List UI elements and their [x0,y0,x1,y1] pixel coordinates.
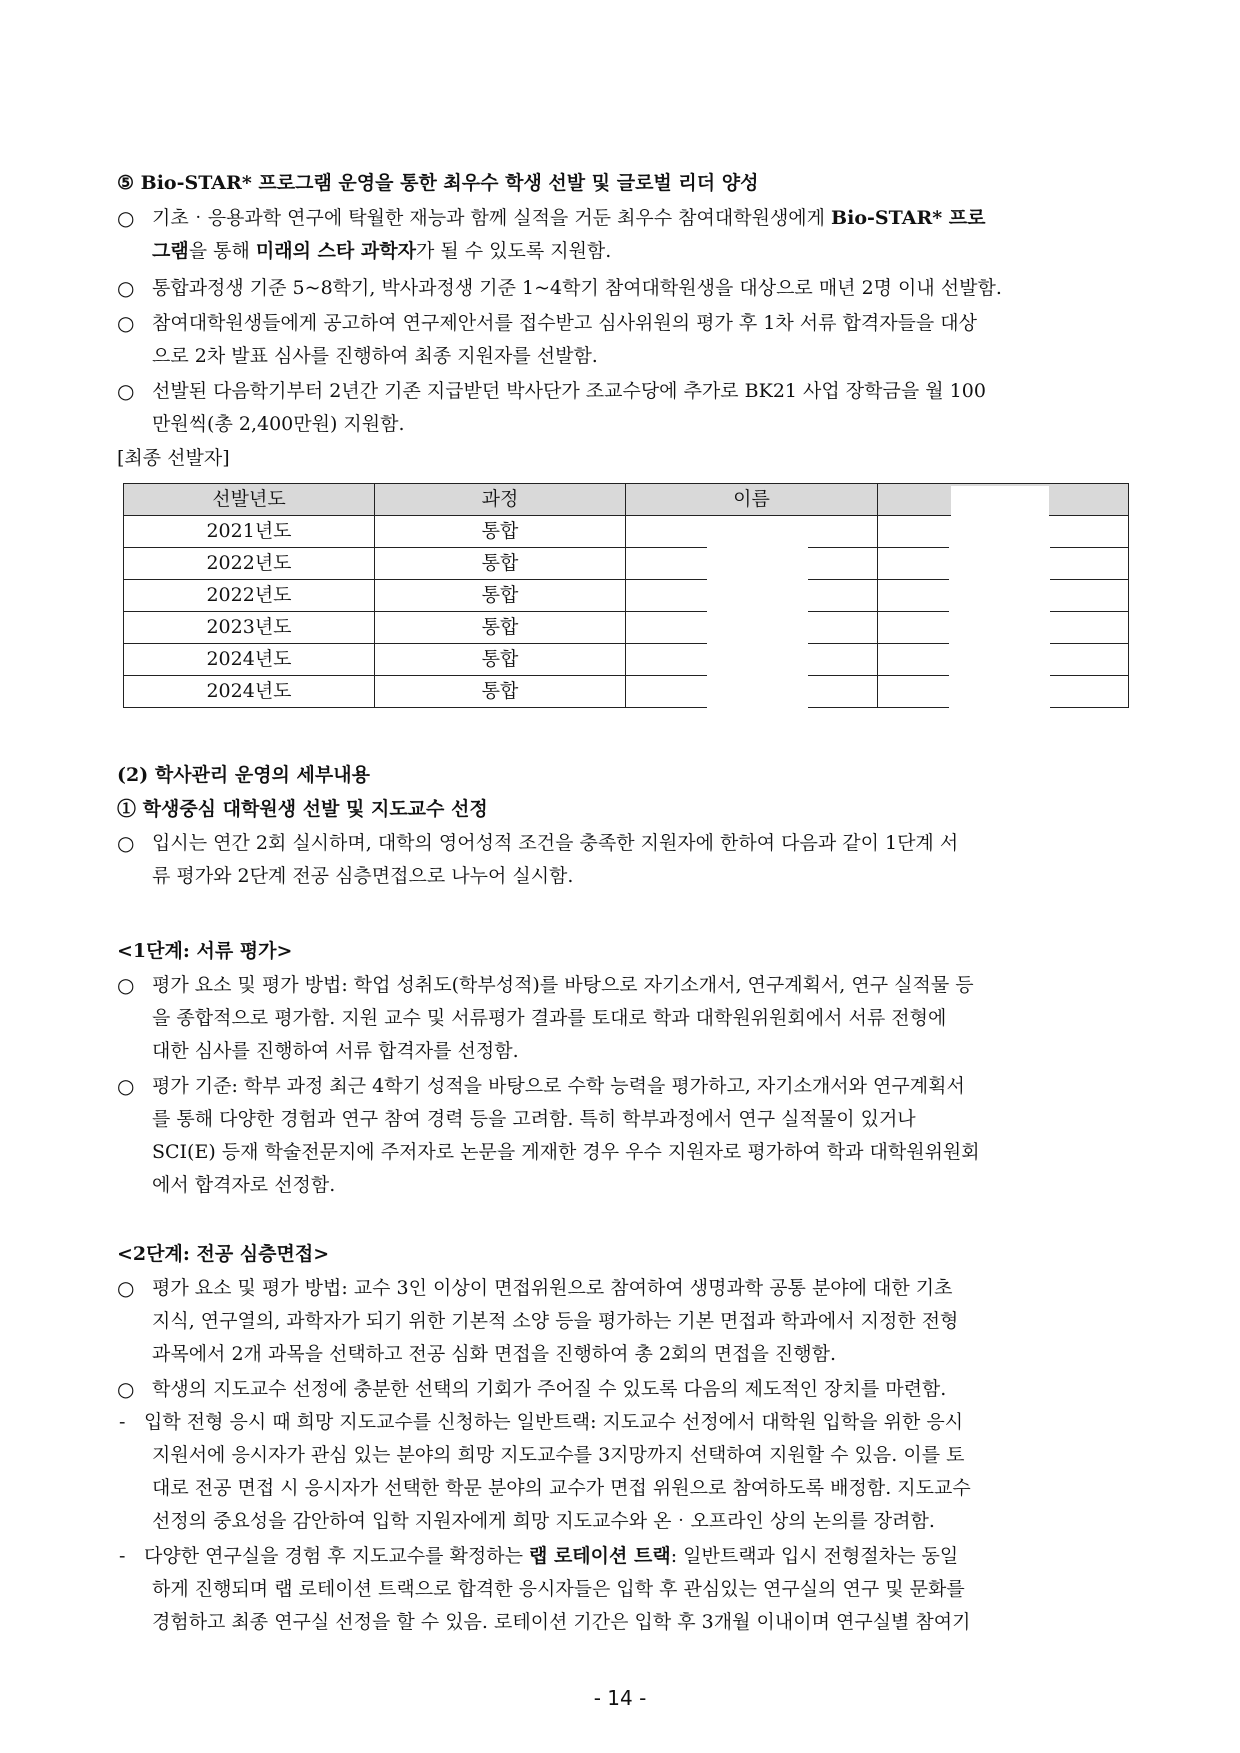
redaction-patch [707,517,808,713]
table-header-cell: 이름 [626,484,878,516]
paragraph-line: 만원씩(총 2,400만원) 지원함. [152,413,405,435]
table-caption: [최종 선발자] [117,447,230,469]
paragraph-line [152,238,611,264]
bullet-circle: ○ [117,1276,135,1300]
redaction-patch [951,486,1049,516]
section-heading: ⑤ Bio-STAR* 프로그램 운영을 통한 최우수 학생 선발 및 글로벌 리더 양성 [117,172,759,194]
bold-text-run: 그램 [152,240,189,262]
bold-text-run: 랩 로테이션 트랙 [528,1545,671,1567]
program-cell: 통합 [375,580,626,612]
text-run: 을 통해 [188,240,256,262]
year-cell: 2024년도 [124,676,375,708]
paragraph-line: 참여대학원생들에게 공고하여 연구제안서를 접수받고 심사위원의 평가 후 1차 서류 합격자들을 대상 [152,312,977,334]
bullet-circle: ○ [117,831,135,855]
table-header-cell: 선발년도 [124,484,375,516]
paragraph-line: 선발된 다음학기부터 2년간 기존 지급받던 박사단가 조교수당에 추가로 BK21 사업 장학금을 월 100 [152,380,986,402]
bold-text-run: Bio-STAR* 프로 [831,207,986,229]
paragraph-line: 에서 합격자로 선정함. [152,1174,336,1196]
page-number: - 14 - [593,1686,647,1710]
paragraph-line: 지식, 연구열의, 과학자가 되기 위한 기본적 소양 등을 평가하는 기본 면접과 학과에서 지정한 전형 [152,1310,959,1332]
paragraph-line: 지원서에 응시자가 관심 있는 분야의 희망 지도교수를 3지망까지 선택하여 지원할 수 있음. 이를 토 [152,1444,965,1466]
paragraph-line: 류 평가와 2단계 전공 심층면접으로 나누어 실시함. [152,865,574,887]
bullet-circle: ○ [117,276,135,300]
paragraph-line: 를 통해 다양한 경험과 연구 참여 경력 등을 고려함. 특히 학부과정에서 연구 실적물이 있거나 [152,1108,916,1130]
text-run: 다양한 연구실을 경험 후 지도교수를 확정하는 [144,1545,529,1567]
year-cell: 2024년도 [124,644,375,676]
bullet-circle: ○ [117,311,135,335]
program-cell: 통합 [375,612,626,644]
paragraph-line: 통합과정생 기준 5~8학기, 박사과정생 기준 1~4학기 참여대학원생을 대상으로 매년 2명 이내 선발함. [152,277,1002,299]
subsection-heading: ① 학생중심 대학원생 선발 및 지도교수 선정 [117,798,488,820]
year-cell: 2022년도 [124,548,375,580]
stage-title: <2단계: 전공 심층면접> [117,1243,330,1265]
paragraph-line: SCI(E) 등재 학술전문지에 주저자로 논문을 게재한 경우 우수 지원자로 평가하여 학과 대학원위원회 [152,1141,980,1163]
paragraph-line: 으로 2차 발표 심사를 진행하여 최종 지원자를 선발함. [152,345,598,367]
program-cell: 통합 [375,548,626,580]
paragraph-line: 하게 진행되며 랩 로테이션 트랙으로 합격한 응시자들은 입학 후 관심있는 연구실의 연구 및 문화를 [152,1578,965,1600]
dash-mark: - [119,1545,126,1567]
paragraph-line: 평가 요소 및 평가 방법: 교수 3인 이상이 면접위원으로 참여하여 생명과학 공통 분야에 대한 기초 [152,1277,953,1299]
paragraph-line [152,205,986,231]
paragraph-line: 입학 전형 응시 때 희망 지도교수를 신청하는 일반트랙: 지도교수 선정에서 대학원 입학을 위한 응시 [144,1411,964,1433]
redaction-patch [949,517,1050,713]
paragraph-line: 과목에서 2개 과목을 선택하고 전공 심화 면접을 진행하여 총 2회의 면접을 진행함. [152,1343,836,1365]
paragraph-line [144,1543,958,1569]
paragraph-line: 평가 기준: 학부 과정 최근 4학기 성적을 바탕으로 수학 능력을 평가하고, 자기소개서와 연구계획서 [152,1075,965,1097]
text-run: : 일반트랙과 입시 전형절차는 동일 [670,1545,959,1567]
bullet-circle: ○ [117,206,135,230]
text-run: 가 될 수 있도록 지원함. [415,240,612,262]
paragraph-line: 학생의 지도교수 선정에 충분한 선택의 기회가 주어질 수 있도록 다음의 제도적인 장치를 마련함. [152,1378,947,1400]
table-header-cell: 과정 [375,484,626,516]
year-cell: 2021년도 [124,516,375,548]
paragraph-line: 대한 심사를 진행하여 서류 합격자를 선정함. [152,1040,519,1062]
year-cell: 2023년도 [124,612,375,644]
bullet-circle: ○ [117,379,135,403]
program-cell: 통합 [375,516,626,548]
paragraph-line: 대로 전공 면접 시 응시자가 선택한 학문 분야의 교수가 면접 위원으로 참여하도록 배정함. 지도교수 [152,1477,971,1499]
bullet-circle: ○ [117,1074,135,1098]
dash-mark: - [119,1411,126,1433]
bullet-circle: ○ [117,1377,135,1401]
paragraph-line: 경험하고 최종 연구실 선정을 할 수 있음. 로테이션 기간은 입학 후 3개월 이내이며 연구실별 참여기 [152,1611,971,1633]
paragraph-line: 입시는 연간 2회 실시하며, 대학의 영어성적 조건을 충족한 지원자에 한하여 다음과 같이 1단계 서 [152,832,959,854]
paragraph-line: 선정의 중요성을 감안하여 입학 지원자에게 희망 지도교수와 온‧오프라인 상의 논의를 장려함. [152,1510,935,1532]
program-cell: 통합 [375,644,626,676]
program-cell: 통합 [375,676,626,708]
paragraph-line: 평가 요소 및 평가 방법: 학업 성취도(학부성적)를 바탕으로 자기소개서, 연구계획서, 연구 실적물 등 [152,974,974,996]
paragraph-line: 을 종합적으로 평가함. 지원 교수 및 서류평가 결과를 토대로 학과 대학원위원회에서 서류 전형에 [152,1007,947,1029]
bullet-circle: ○ [117,973,135,997]
text-run: 기초‧응용과학 연구에 탁월한 재능과 함께 실적을 거둔 최우수 참여대학원생에게 [152,207,832,229]
section-heading: (2) 학사관리 운영의 세부내용 [117,764,370,786]
year-cell: 2022년도 [124,580,375,612]
stage-title: <1단계: 서류 평가> [117,940,293,962]
bold-text-run: 미래의 스타 과학자 [255,240,416,262]
